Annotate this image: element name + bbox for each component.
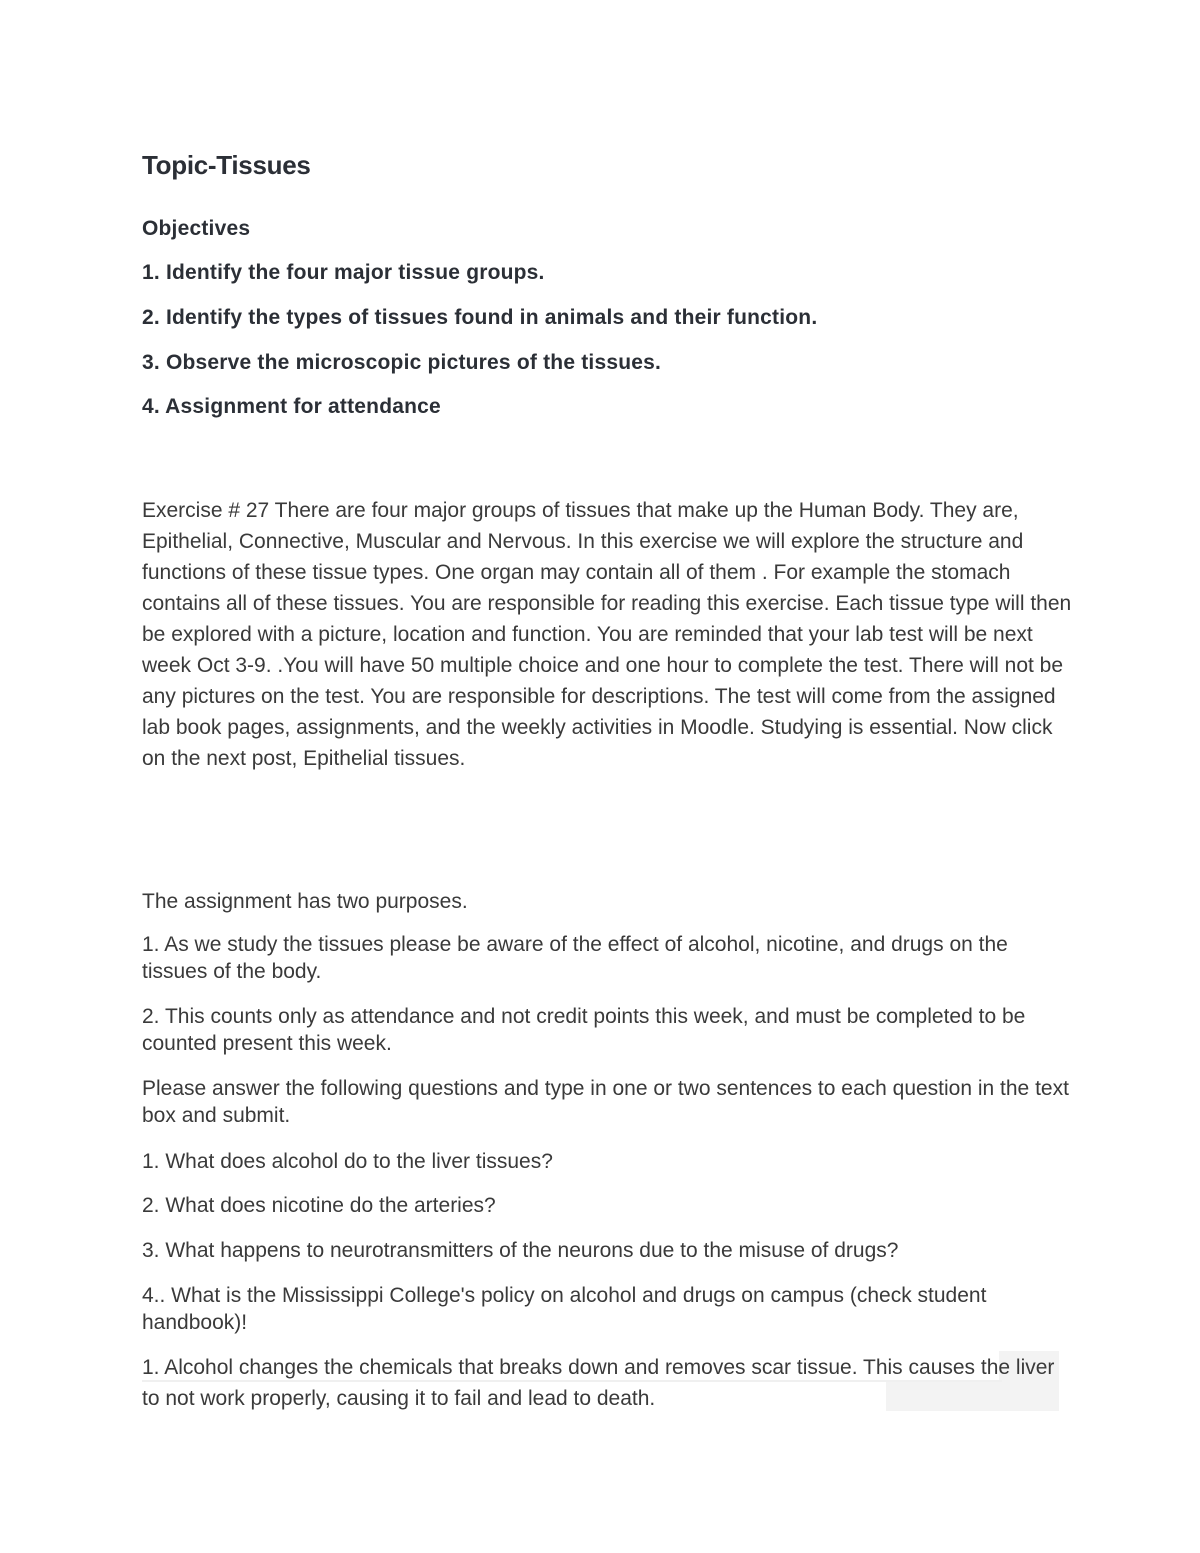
purpose-item: 2. This counts only as attendance and not credit points this week, and must be completed to be counted present this week. bbox=[142, 1005, 1026, 1055]
answer-text: 1. Alcohol changes the chemicals that breaks down and removes scar tissue. This causes the liver to not work properly, causing it to fail and lead to death. bbox=[142, 1356, 1055, 1410]
question-item: 3. What happens to neurotransmitters of the neurons due to the misuse of drugs? bbox=[142, 1239, 899, 1262]
exercise-paragraph: Exercise # 27 There are four major groups of tissues that make up the Human Body. They are, Epithelial, Connective, Muscular and Nervous. In this exercise we will explore the structure and functions of these tissue types. One organ may contain all of them . For example the stomach contains all of these tissues. You are responsible for reading this exercise. Each tissue type will then be explored with a picture, location and function. You are reminded that your lab test will be next week Oct 3-9. .You will have 50 multiple choice and one hour to complete the test. There will not be any pictures on the test. You are responsible for descriptions. The test will come from the assigned lab book pages, assignments, and the weekly activities in Moodle. Studying is essential. Now click on the next post, Epithelial tissues. bbox=[142, 499, 1072, 770]
objective-item: 2. Identify the types of tissues found in animals and their function. bbox=[142, 306, 818, 329]
question-item: 1. What does alcohol do to the liver tissues? bbox=[142, 1150, 553, 1173]
page-title: Topic-Tissues bbox=[142, 150, 311, 180]
instructions-paragraph: Please answer the following questions and type in one or two sentences to each question in the text box and submit. bbox=[142, 1077, 1069, 1127]
question-item: 4.. What is the Mississippi College's policy on alcohol and drugs on campus (check student handbook)! bbox=[142, 1284, 987, 1334]
objective-item: 4. Assignment for attendance bbox=[142, 395, 441, 418]
assignment-intro: The assignment has two purposes. bbox=[142, 890, 468, 913]
objectives-heading: Objectives bbox=[142, 217, 251, 240]
objective-item: 3. Observe the microscopic pictures of the tissues. bbox=[142, 351, 662, 374]
question-item: 2. What does nicotine do the arteries? bbox=[142, 1194, 496, 1217]
objective-item: 1. Identify the four major tissue groups. bbox=[142, 261, 545, 284]
purpose-item: 1. As we study the tissues please be aware of the effect of alcohol, nicotine, and drugs on the tissues of the body. bbox=[142, 933, 1008, 983]
